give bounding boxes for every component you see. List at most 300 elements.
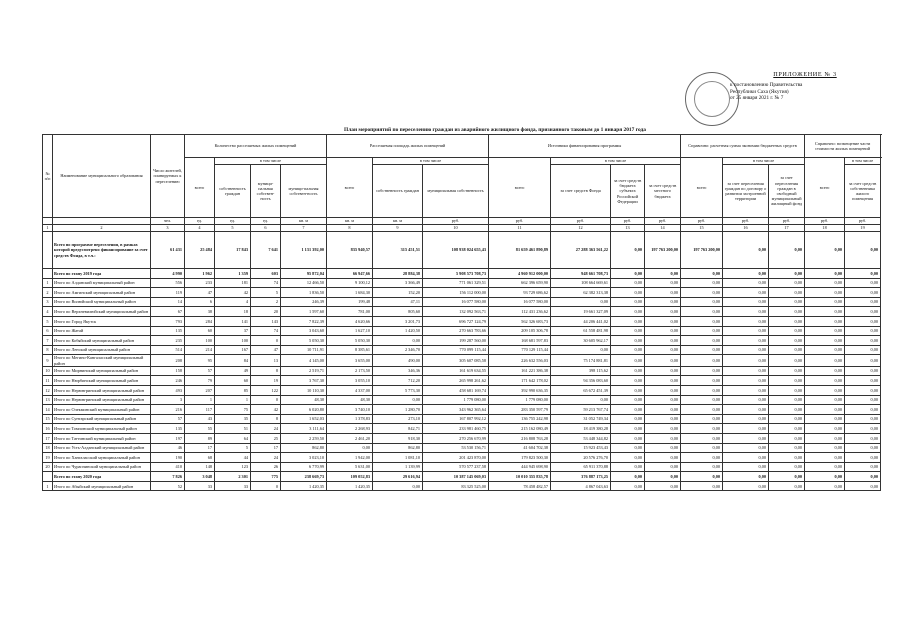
table-row bbox=[43, 424, 881, 434]
value-cell: 17 bbox=[185, 443, 215, 453]
table-row bbox=[43, 433, 881, 443]
value-cell: 0,00 bbox=[769, 297, 805, 307]
value-cell: 201 423 870,00 bbox=[423, 453, 489, 463]
value-cell: 108 938 024 655,43 bbox=[423, 232, 489, 269]
value-cell: 132 092 563,71 bbox=[423, 307, 489, 317]
units-row bbox=[43, 218, 881, 225]
value-cell: 15 923 453,43 bbox=[551, 443, 611, 453]
value-cell: 24 bbox=[251, 453, 281, 463]
value-cell: 19 661 327,09 bbox=[551, 307, 611, 317]
unit-cell: руб. bbox=[423, 218, 489, 225]
value-cell: 0,00 bbox=[723, 366, 769, 376]
value-cell: 136 755 242,98 bbox=[489, 414, 551, 424]
value-cell: 1 bbox=[215, 395, 251, 405]
value-cell: 4 990 bbox=[151, 269, 185, 279]
unit-cell: чел. bbox=[151, 218, 185, 225]
header-total: всего bbox=[185, 158, 215, 218]
row-number: 10 bbox=[43, 366, 53, 376]
value-cell: 1 131 392,00 bbox=[281, 232, 327, 269]
value-cell: 0,00 bbox=[769, 395, 805, 405]
value-cell: 1 962 bbox=[185, 269, 215, 279]
value-cell: 14 bbox=[151, 297, 185, 307]
value-cell: 0,00 bbox=[805, 385, 845, 395]
value-cell: 65 911 370,88 bbox=[551, 462, 611, 472]
value-cell: 0,00 bbox=[845, 453, 881, 463]
appendix-title: ПРИЛОЖЕНИЕ № 3 bbox=[773, 71, 837, 78]
value-cell: 60 bbox=[215, 376, 251, 386]
value-cell: 0,00 bbox=[645, 414, 681, 424]
value-cell: 108 664 669,61 bbox=[551, 278, 611, 288]
value-cell: 57 bbox=[151, 414, 185, 424]
column-number-cell: 2 bbox=[53, 225, 151, 232]
row-number: 4 bbox=[43, 307, 53, 317]
table-row bbox=[43, 316, 881, 326]
value-cell: 0,00 bbox=[611, 355, 645, 366]
value-cell: 0,00 bbox=[805, 424, 845, 434]
value-cell: 5 773,30 bbox=[373, 385, 423, 395]
value-cell: 207 bbox=[185, 385, 215, 395]
value-cell: 48,30 bbox=[281, 395, 327, 405]
value-cell: 9 100,12 bbox=[327, 278, 373, 288]
row-number: 12 bbox=[43, 385, 53, 395]
row-number: 1 bbox=[43, 481, 53, 491]
table-row bbox=[43, 326, 881, 336]
value-cell: 918,30 bbox=[373, 433, 423, 443]
row-number: 15 bbox=[43, 414, 53, 424]
row-number: 1 bbox=[43, 278, 53, 288]
value-cell: 0,00 bbox=[645, 443, 681, 453]
value-cell: 135 bbox=[151, 326, 185, 336]
header-sub: собственность граждан bbox=[215, 165, 251, 218]
value-cell: 20 bbox=[251, 307, 281, 317]
value-cell: 2 301 bbox=[215, 472, 251, 482]
value-cell: 0,00 bbox=[805, 326, 845, 336]
value-cell: 19 bbox=[251, 376, 281, 386]
value-cell: 0,00 bbox=[611, 472, 645, 482]
value-cell: 0,00 bbox=[327, 443, 373, 453]
value-cell: 235 bbox=[151, 336, 185, 346]
value-cell: 0,00 bbox=[645, 395, 681, 405]
value-cell: 0,00 bbox=[845, 307, 881, 317]
row-number: 17 bbox=[43, 433, 53, 443]
value-cell: 0,00 bbox=[845, 355, 881, 366]
unit-cell: руб. bbox=[551, 218, 611, 225]
value-cell: 27 288 363 561,22 bbox=[551, 232, 611, 269]
table-row bbox=[43, 481, 881, 491]
value-cell: 0,00 bbox=[681, 366, 723, 376]
column-number-cell: 15 bbox=[681, 225, 723, 232]
value-cell: 209 105 306,78 bbox=[489, 326, 551, 336]
value-cell: 4 145,00 bbox=[281, 355, 327, 366]
value-cell: 33 bbox=[215, 481, 251, 491]
value-cell: 0,00 bbox=[681, 385, 723, 395]
table-row bbox=[43, 376, 881, 386]
value-cell: 305 607 085,58 bbox=[423, 355, 489, 366]
value-cell: 3 023,10 bbox=[281, 453, 327, 463]
value-cell: 158 bbox=[151, 366, 185, 376]
value-cell: 3 048 bbox=[185, 472, 215, 482]
header-sources: Источники финансирования программы bbox=[489, 135, 681, 158]
column-number-cell: 14 bbox=[645, 225, 681, 232]
value-cell: 181 bbox=[215, 278, 251, 288]
value-cell: 514 bbox=[151, 345, 185, 355]
value-cell: 346,36 bbox=[373, 366, 423, 376]
value-cell: 0,00 bbox=[845, 278, 881, 288]
value-cell: 156 112 000,00 bbox=[423, 288, 489, 298]
value-cell: 66 947,66 bbox=[327, 269, 373, 279]
value-cell: 0,00 bbox=[805, 345, 845, 355]
value-cell: 0,00 bbox=[805, 269, 845, 279]
value-cell: 246 bbox=[151, 376, 185, 386]
header-sub: за счет переселения граждан по договору о развитии застроенной территории bbox=[723, 165, 769, 218]
header-incl: в том числе bbox=[215, 158, 327, 165]
value-cell: 190 bbox=[151, 453, 185, 463]
value-cell: 0,00 bbox=[645, 307, 681, 317]
table-row bbox=[43, 278, 881, 288]
value-cell: 0,00 bbox=[723, 336, 769, 346]
table-row bbox=[43, 297, 881, 307]
value-cell: 0,00 bbox=[723, 345, 769, 355]
value-cell: 1 359 bbox=[215, 269, 251, 279]
value-cell: 10 711,91 bbox=[281, 345, 327, 355]
column-number-cell: 18 bbox=[805, 225, 845, 232]
value-cell: 95 872,04 bbox=[281, 269, 327, 279]
municipality-name: Всего по программе переселения, в рамках которой предусмотрено финансирование за счет средств Фонда, в т.ч.: bbox=[53, 232, 151, 269]
header-sub: за счет средств собственника жилого помещения bbox=[845, 165, 881, 218]
value-cell: 0,00 bbox=[805, 453, 845, 463]
value-cell: 0,00 bbox=[845, 443, 881, 453]
unit-cell: руб. bbox=[805, 218, 845, 225]
value-cell: 143 bbox=[251, 316, 281, 326]
value-cell: 0 bbox=[251, 395, 281, 405]
value-cell: 7 641 bbox=[251, 232, 281, 269]
row-number: 2 bbox=[43, 288, 53, 298]
value-cell: 5 050,30 bbox=[281, 336, 327, 346]
value-cell: 0,00 bbox=[723, 462, 769, 472]
value-cell: 0,00 bbox=[645, 288, 681, 298]
value-cell: 0,00 bbox=[769, 472, 805, 482]
value-cell: 0,00 bbox=[681, 278, 723, 288]
value-cell: 0,00 bbox=[681, 336, 723, 346]
value-cell: 603 bbox=[251, 269, 281, 279]
value-cell: 122 bbox=[251, 385, 281, 395]
value-cell: 44 bbox=[215, 453, 251, 463]
value-cell: 862,80 bbox=[373, 443, 423, 453]
unit-cell bbox=[43, 218, 53, 225]
value-cell: 273,10 bbox=[373, 414, 423, 424]
value-cell: 0,00 bbox=[769, 462, 805, 472]
value-cell: 4 867 043,63 bbox=[551, 481, 611, 491]
value-cell: 0,00 bbox=[845, 433, 881, 443]
value-cell: 7 822,39 bbox=[281, 316, 327, 326]
value-cell: 5 050,30 bbox=[327, 336, 373, 346]
value-cell: 0,00 bbox=[769, 405, 805, 415]
municipality-name: Итого по Усть-Алданский муниципальный район bbox=[53, 443, 151, 453]
value-cell: 4 bbox=[215, 297, 251, 307]
value-cell: 74 bbox=[251, 326, 281, 336]
value-cell: 74 bbox=[251, 278, 281, 288]
unit-cell: ед. bbox=[251, 218, 281, 225]
row-number: 7 bbox=[43, 336, 53, 346]
municipality-name: Итого по Жатай bbox=[53, 326, 151, 336]
value-cell: 0,00 bbox=[845, 269, 881, 279]
value-cell: 0,00 bbox=[551, 297, 611, 307]
value-cell: 0,00 bbox=[769, 355, 805, 366]
value-cell: 0,00 bbox=[611, 424, 645, 434]
value-cell: 0,00 bbox=[611, 232, 645, 269]
value-cell: 215 162 080,49 bbox=[489, 424, 551, 434]
value-cell: 1 942,00 bbox=[327, 453, 373, 463]
value-cell: 123 bbox=[215, 462, 251, 472]
value-cell: 161 221 386,38 bbox=[489, 366, 551, 376]
value-cell: 0,00 bbox=[645, 316, 681, 326]
municipality-name: Итого по Мегино-Кангаласский муниципальный район bbox=[53, 355, 151, 366]
column-number-cell: 12 bbox=[551, 225, 611, 232]
value-cell: 0,00 bbox=[645, 405, 681, 415]
table-row bbox=[43, 336, 881, 346]
document-title: План мероприятий по переселению граждан из аварийного жилищного фонда, признанного таковым до 1 января 2017 года bbox=[344, 127, 646, 133]
value-cell: 0,00 bbox=[805, 395, 845, 405]
municipality-name: Всего по этапу 2020 года bbox=[53, 472, 151, 482]
value-cell: 696 727 124,79 bbox=[423, 316, 489, 326]
value-cell: 0,00 bbox=[611, 395, 645, 405]
value-cell: 0,00 bbox=[645, 355, 681, 366]
value-cell: 0,00 bbox=[645, 326, 681, 336]
value-cell: 842,71 bbox=[373, 424, 423, 434]
value-cell: 6 bbox=[185, 297, 215, 307]
value-cell: 179 823 500,30 bbox=[489, 453, 551, 463]
value-cell: 0,00 bbox=[845, 376, 881, 386]
row-number: 9 bbox=[43, 355, 53, 366]
value-cell: 805,60 bbox=[373, 307, 423, 317]
column-number-cell: 13 bbox=[611, 225, 645, 232]
header-num: № п/п bbox=[43, 135, 53, 218]
header-total: всего bbox=[805, 158, 845, 218]
value-cell: 60 bbox=[185, 326, 215, 336]
unit-cell bbox=[53, 218, 151, 225]
value-cell: 20 576 276,70 bbox=[551, 453, 611, 463]
value-cell: 53 530 156,71 bbox=[423, 443, 489, 453]
value-cell: 0,00 bbox=[681, 269, 723, 279]
unit-cell: кв. м bbox=[327, 218, 373, 225]
value-cell: 0,00 bbox=[769, 424, 805, 434]
header-name: Наименование муниципального образования bbox=[53, 135, 151, 218]
unit-cell: руб. bbox=[845, 218, 881, 225]
value-cell: 1 bbox=[185, 395, 215, 405]
value-cell: 0,00 bbox=[805, 443, 845, 453]
value-cell: 100 bbox=[215, 336, 251, 346]
value-cell: 25 484 bbox=[185, 232, 215, 269]
header-total: всего bbox=[681, 158, 723, 218]
value-cell: 28 884,38 bbox=[373, 269, 423, 279]
header-incl: в том числе bbox=[845, 158, 881, 165]
value-cell: 0,00 bbox=[805, 278, 845, 288]
value-cell: 0,00 bbox=[645, 433, 681, 443]
value-cell: 62 382 313,38 bbox=[551, 288, 611, 298]
value-cell: 0,00 bbox=[645, 336, 681, 346]
value-cell: 1 836,50 bbox=[281, 288, 327, 298]
value-cell: 5 bbox=[215, 443, 251, 453]
value-cell: 0,00 bbox=[681, 395, 723, 405]
value-cell: 141 bbox=[215, 316, 251, 326]
municipality-name: Итого по Абыйский муниципальный район bbox=[53, 481, 151, 491]
value-cell: 1 597,60 bbox=[281, 307, 327, 317]
value-cell: 0,00 bbox=[723, 395, 769, 405]
value-cell: 26 bbox=[251, 462, 281, 472]
table-total-row bbox=[43, 472, 881, 482]
value-cell: 10 387 145 069,03 bbox=[423, 472, 489, 482]
value-cell: 0,00 bbox=[551, 395, 611, 405]
value-cell: 78 458 482,57 bbox=[489, 481, 551, 491]
value-cell: 490,00 bbox=[373, 355, 423, 366]
value-cell: 17 bbox=[251, 443, 281, 453]
value-cell: 1 684,30 bbox=[327, 288, 373, 298]
value-cell: 216 808 763,28 bbox=[489, 433, 551, 443]
header-sub: муници-пальная собствен-ность bbox=[251, 165, 281, 218]
value-cell: 0,00 bbox=[723, 307, 769, 317]
value-cell: 16 077 580,00 bbox=[489, 297, 551, 307]
value-cell: 444 945 698,90 bbox=[489, 462, 551, 472]
unit-cell: руб. bbox=[769, 218, 805, 225]
value-cell: 0,00 bbox=[645, 269, 681, 279]
value-cell: 208 bbox=[151, 355, 185, 366]
value-cell: 0,00 bbox=[681, 453, 723, 463]
value-cell: 0,00 bbox=[681, 443, 723, 453]
value-cell: 3 043,60 bbox=[281, 326, 327, 336]
header-area: Расселяемая площадь жилых помещений bbox=[327, 135, 489, 158]
municipality-name: Итого по Сунтарский муниципальный район bbox=[53, 414, 151, 424]
value-cell: 64 bbox=[215, 433, 251, 443]
value-cell: 0,00 bbox=[723, 278, 769, 288]
value-cell: 85 bbox=[215, 385, 251, 395]
value-cell: 0,00 bbox=[769, 316, 805, 326]
value-cell: 214 bbox=[185, 345, 215, 355]
value-cell: 2 259,50 bbox=[281, 433, 327, 443]
value-cell: 61 431 bbox=[151, 232, 185, 269]
value-cell: 44 206 441,02 bbox=[551, 316, 611, 326]
value-cell: 376 887 173,25 bbox=[551, 472, 611, 482]
value-cell: 0,00 bbox=[373, 336, 423, 346]
value-cell: 2 519,71 bbox=[281, 366, 327, 376]
value-cell: 0,00 bbox=[645, 278, 681, 288]
table-row bbox=[43, 405, 881, 415]
value-cell: 0,00 bbox=[681, 433, 723, 443]
value-cell: 89 bbox=[185, 433, 215, 443]
value-cell: 0,00 bbox=[845, 472, 881, 482]
value-cell: 0,00 bbox=[723, 232, 769, 269]
municipality-name: Итого по Хангаласский муниципальный район bbox=[53, 453, 151, 463]
value-cell: 835 940,57 bbox=[327, 232, 373, 269]
header-sub: за счет переселения граждан в свободный муниципальный жилищный фонд bbox=[769, 165, 805, 218]
value-cell: 570 577 237,58 bbox=[423, 462, 489, 472]
value-cell: 2 bbox=[251, 297, 281, 307]
value-cell: 30 605 962,17 bbox=[551, 336, 611, 346]
value-cell: 0,00 bbox=[373, 481, 423, 491]
value-cell: 117 bbox=[185, 405, 215, 415]
value-cell: 3 655,00 bbox=[327, 355, 373, 366]
value-cell: 33 bbox=[185, 481, 215, 491]
value-cell: 0,00 bbox=[805, 366, 845, 376]
unit-cell: руб. bbox=[489, 218, 551, 225]
value-cell: 0,00 bbox=[611, 288, 645, 298]
value-cell: 270 663 783,66 bbox=[423, 326, 489, 336]
value-cell: 47,11 bbox=[373, 297, 423, 307]
value-cell: 17 843 bbox=[215, 232, 251, 269]
value-cell: 0,00 bbox=[805, 433, 845, 443]
appendix-line: Республики Саха (Якутия) bbox=[730, 88, 789, 95]
value-cell: 68 bbox=[185, 453, 215, 463]
value-cell: 61 558 481,98 bbox=[551, 326, 611, 336]
value-cell: 41 604 702,38 bbox=[489, 443, 551, 453]
table-row bbox=[43, 443, 881, 453]
value-cell: 18 419 380,28 bbox=[551, 424, 611, 434]
value-cell: 112 431 236,62 bbox=[489, 307, 551, 317]
value-cell: 0,00 bbox=[723, 269, 769, 279]
value-cell: 0,00 bbox=[611, 278, 645, 288]
value-cell: 75 bbox=[215, 405, 251, 415]
table-row bbox=[43, 385, 881, 395]
value-cell: 47 bbox=[185, 288, 215, 298]
unit-cell: руб. bbox=[611, 218, 645, 225]
column-number-cell: 16 bbox=[723, 225, 769, 232]
column-number-cell: 9 bbox=[373, 225, 423, 232]
value-cell: 199 287 560,00 bbox=[423, 336, 489, 346]
header-incl: в том числе bbox=[551, 158, 681, 165]
value-cell: 0,00 bbox=[681, 288, 723, 298]
value-cell: 0,00 bbox=[845, 316, 881, 326]
column-number-cell: 11 bbox=[489, 225, 551, 232]
row-number: 20 bbox=[43, 462, 53, 472]
table-row bbox=[43, 453, 881, 463]
value-cell: 1 378,83 bbox=[327, 414, 373, 424]
value-cell: 29 616,94 bbox=[373, 472, 423, 482]
value-cell: 770 099 115,44 bbox=[423, 345, 489, 355]
value-cell: 100 bbox=[185, 336, 215, 346]
value-cell: 8 385,61 bbox=[327, 345, 373, 355]
value-cell: 562 326 683,73 bbox=[489, 316, 551, 326]
value-cell: 392 990 636,35 bbox=[489, 385, 551, 395]
value-cell: 0,00 bbox=[769, 376, 805, 386]
value-cell: 18 bbox=[215, 307, 251, 317]
value-cell: 775 bbox=[251, 472, 281, 482]
value-cell: 81 659 461 890,89 bbox=[489, 232, 551, 269]
unit-cell: кв. м bbox=[373, 218, 423, 225]
row-number: 16 bbox=[43, 424, 53, 434]
header-reference: Справочно: расчетная сумма экономии бюджетных средств bbox=[681, 135, 805, 158]
value-cell: 793 bbox=[151, 316, 185, 326]
appendix-block bbox=[730, 72, 880, 102]
value-cell: 0,00 bbox=[611, 376, 645, 386]
value-cell: 3 bbox=[151, 395, 185, 405]
value-cell: 24 bbox=[251, 424, 281, 434]
value-cell: 168 681 597,83 bbox=[489, 336, 551, 346]
header-sub: за счет средств Фонда bbox=[551, 165, 611, 218]
header-sub: собственность граждан bbox=[373, 165, 423, 218]
value-cell: 315 451,51 bbox=[373, 232, 423, 269]
value-cell: 8 bbox=[251, 414, 281, 424]
value-cell: 46 bbox=[151, 443, 185, 453]
value-cell: 3 111,64 bbox=[281, 424, 327, 434]
table-row bbox=[43, 345, 881, 355]
column-number-cell: 10 bbox=[423, 225, 489, 232]
value-cell: 0,00 bbox=[845, 405, 881, 415]
value-cell: 0,00 bbox=[805, 462, 845, 472]
value-cell: 948 661 708,73 bbox=[551, 269, 611, 279]
municipality-name: Итого по Чурапчинский муниципальный район bbox=[53, 462, 151, 472]
value-cell: 49 bbox=[215, 366, 251, 376]
value-cell: 0,00 bbox=[611, 366, 645, 376]
municipality-name: Итого по Таттинский муниципальный район bbox=[53, 433, 151, 443]
